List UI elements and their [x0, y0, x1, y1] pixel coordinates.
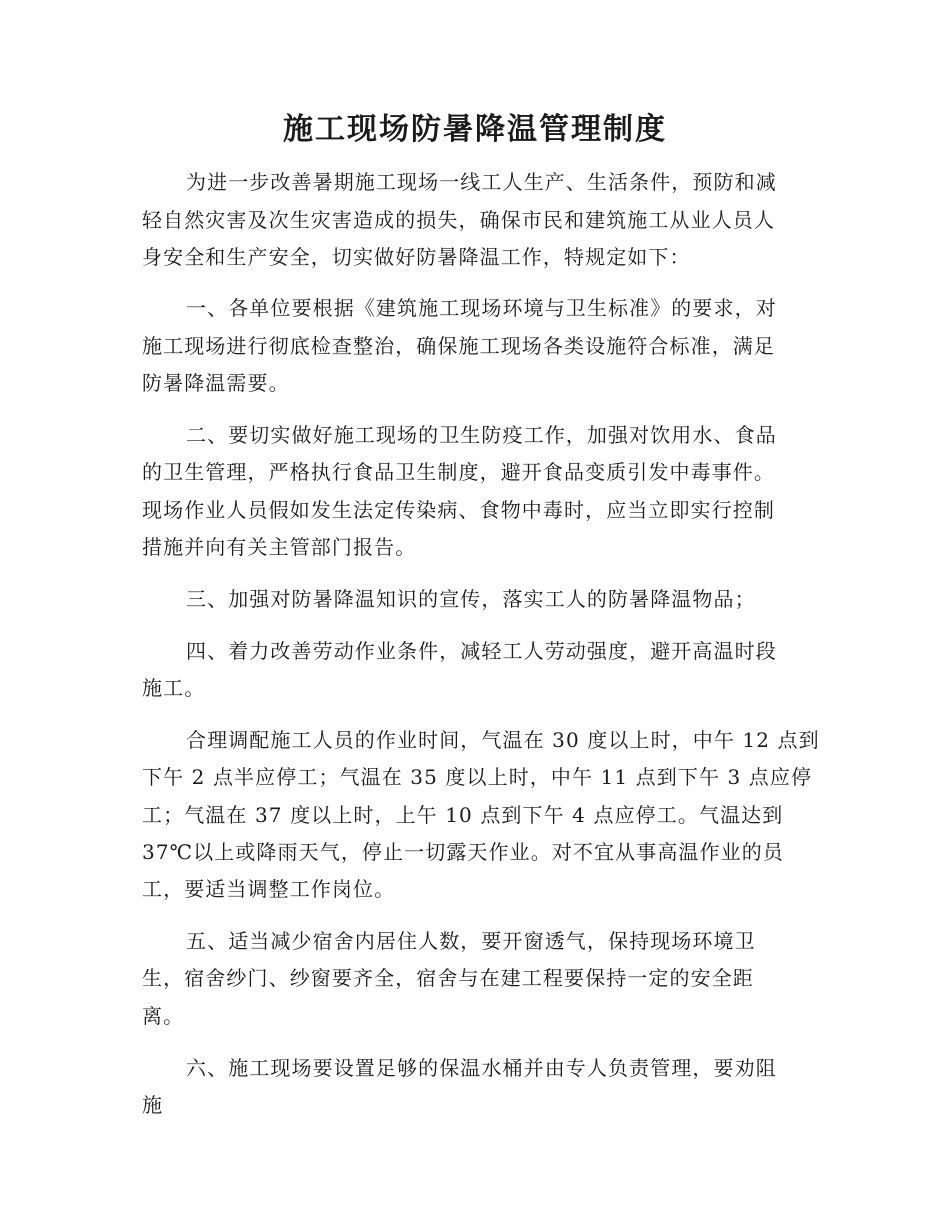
document-title: 施工现场防暑降温管理制度 [283, 112, 667, 147]
schedule-line-2: 下午 2 点半应停工；气温在 35 度以上时，中午 11 点到下午 3 点应停 [142, 765, 813, 789]
item-1-line-1: 一、各单位要根据《建筑施工现场环境与卫生标准》的要求，对 [186, 296, 777, 320]
schedule-line-1: 合理调配施工人员的作业时间，气温在 30 度以上时，中午 12 点到 [186, 728, 820, 752]
item-6-line-1: 六、施工现场要设置足够的保温水桶并由专人负责管理，要劝阻 [186, 1056, 777, 1080]
intro-line-2: 轻自然灾害及次生灾害造成的损失，确保市民和建筑施工从业人员人 [142, 208, 775, 232]
item-5-line-2: 生，宿舍纱门、纱窗要齐全，宿舍与在建工程要保持一定的安全距 [142, 966, 754, 990]
item-1-line-2: 施工现场进行彻底检查整治，确保施工现场各类设施符合标准，满足 [142, 334, 775, 358]
item-6-line-2: 施 [142, 1093, 164, 1117]
item-4-line-2: 施工。 [142, 676, 206, 700]
schedule-line-4: 37℃以上或降雨天气，停止一切露天作业。对不宜从事高温作业的员 [142, 840, 784, 864]
item-1-line-3: 防暑降温需要。 [142, 371, 290, 395]
item-2-line-3: 现场作业人员假如发生法定传染病、食物中毒时，应当立即实行控制 [142, 498, 775, 522]
item-2-line-4: 措施并向有关主管部门报告。 [142, 535, 417, 559]
item-2-line-1: 二、要切实做好施工现场的卫生防疫工作，加强对饮用水、食品 [186, 423, 777, 447]
schedule-line-3: 工；气温在 37 度以上时，上午 10 点到下午 4 点应停工。气温达到 [142, 803, 784, 827]
intro-line-1: 为进一步改善暑期施工现场一线工人生产、生活条件，预防和减 [186, 170, 777, 194]
item-2-line-2: 的卫生管理，严格执行食品卫生制度，避开食品变质引发中毒事件。 [142, 460, 775, 484]
item-5-line-1: 五、适当减少宿舍内居住人数，要开窗透气，保持现场环境卫 [186, 929, 756, 953]
schedule-line-5: 工，要适当调整工作岗位。 [142, 877, 396, 901]
intro-line-3: 身安全和生产安全，切实做好防暑降温工作，特规定如下： [142, 245, 691, 269]
item-5-line-3: 离。 [142, 1004, 185, 1028]
item-4-line-1: 四、着力改善劳动作业条件，减轻工人劳动强度，避开高温时段 [186, 639, 777, 663]
item-3-line-1: 三、加强对防暑降温知识的宣传，落实工人的防暑降温物品； [186, 587, 756, 611]
